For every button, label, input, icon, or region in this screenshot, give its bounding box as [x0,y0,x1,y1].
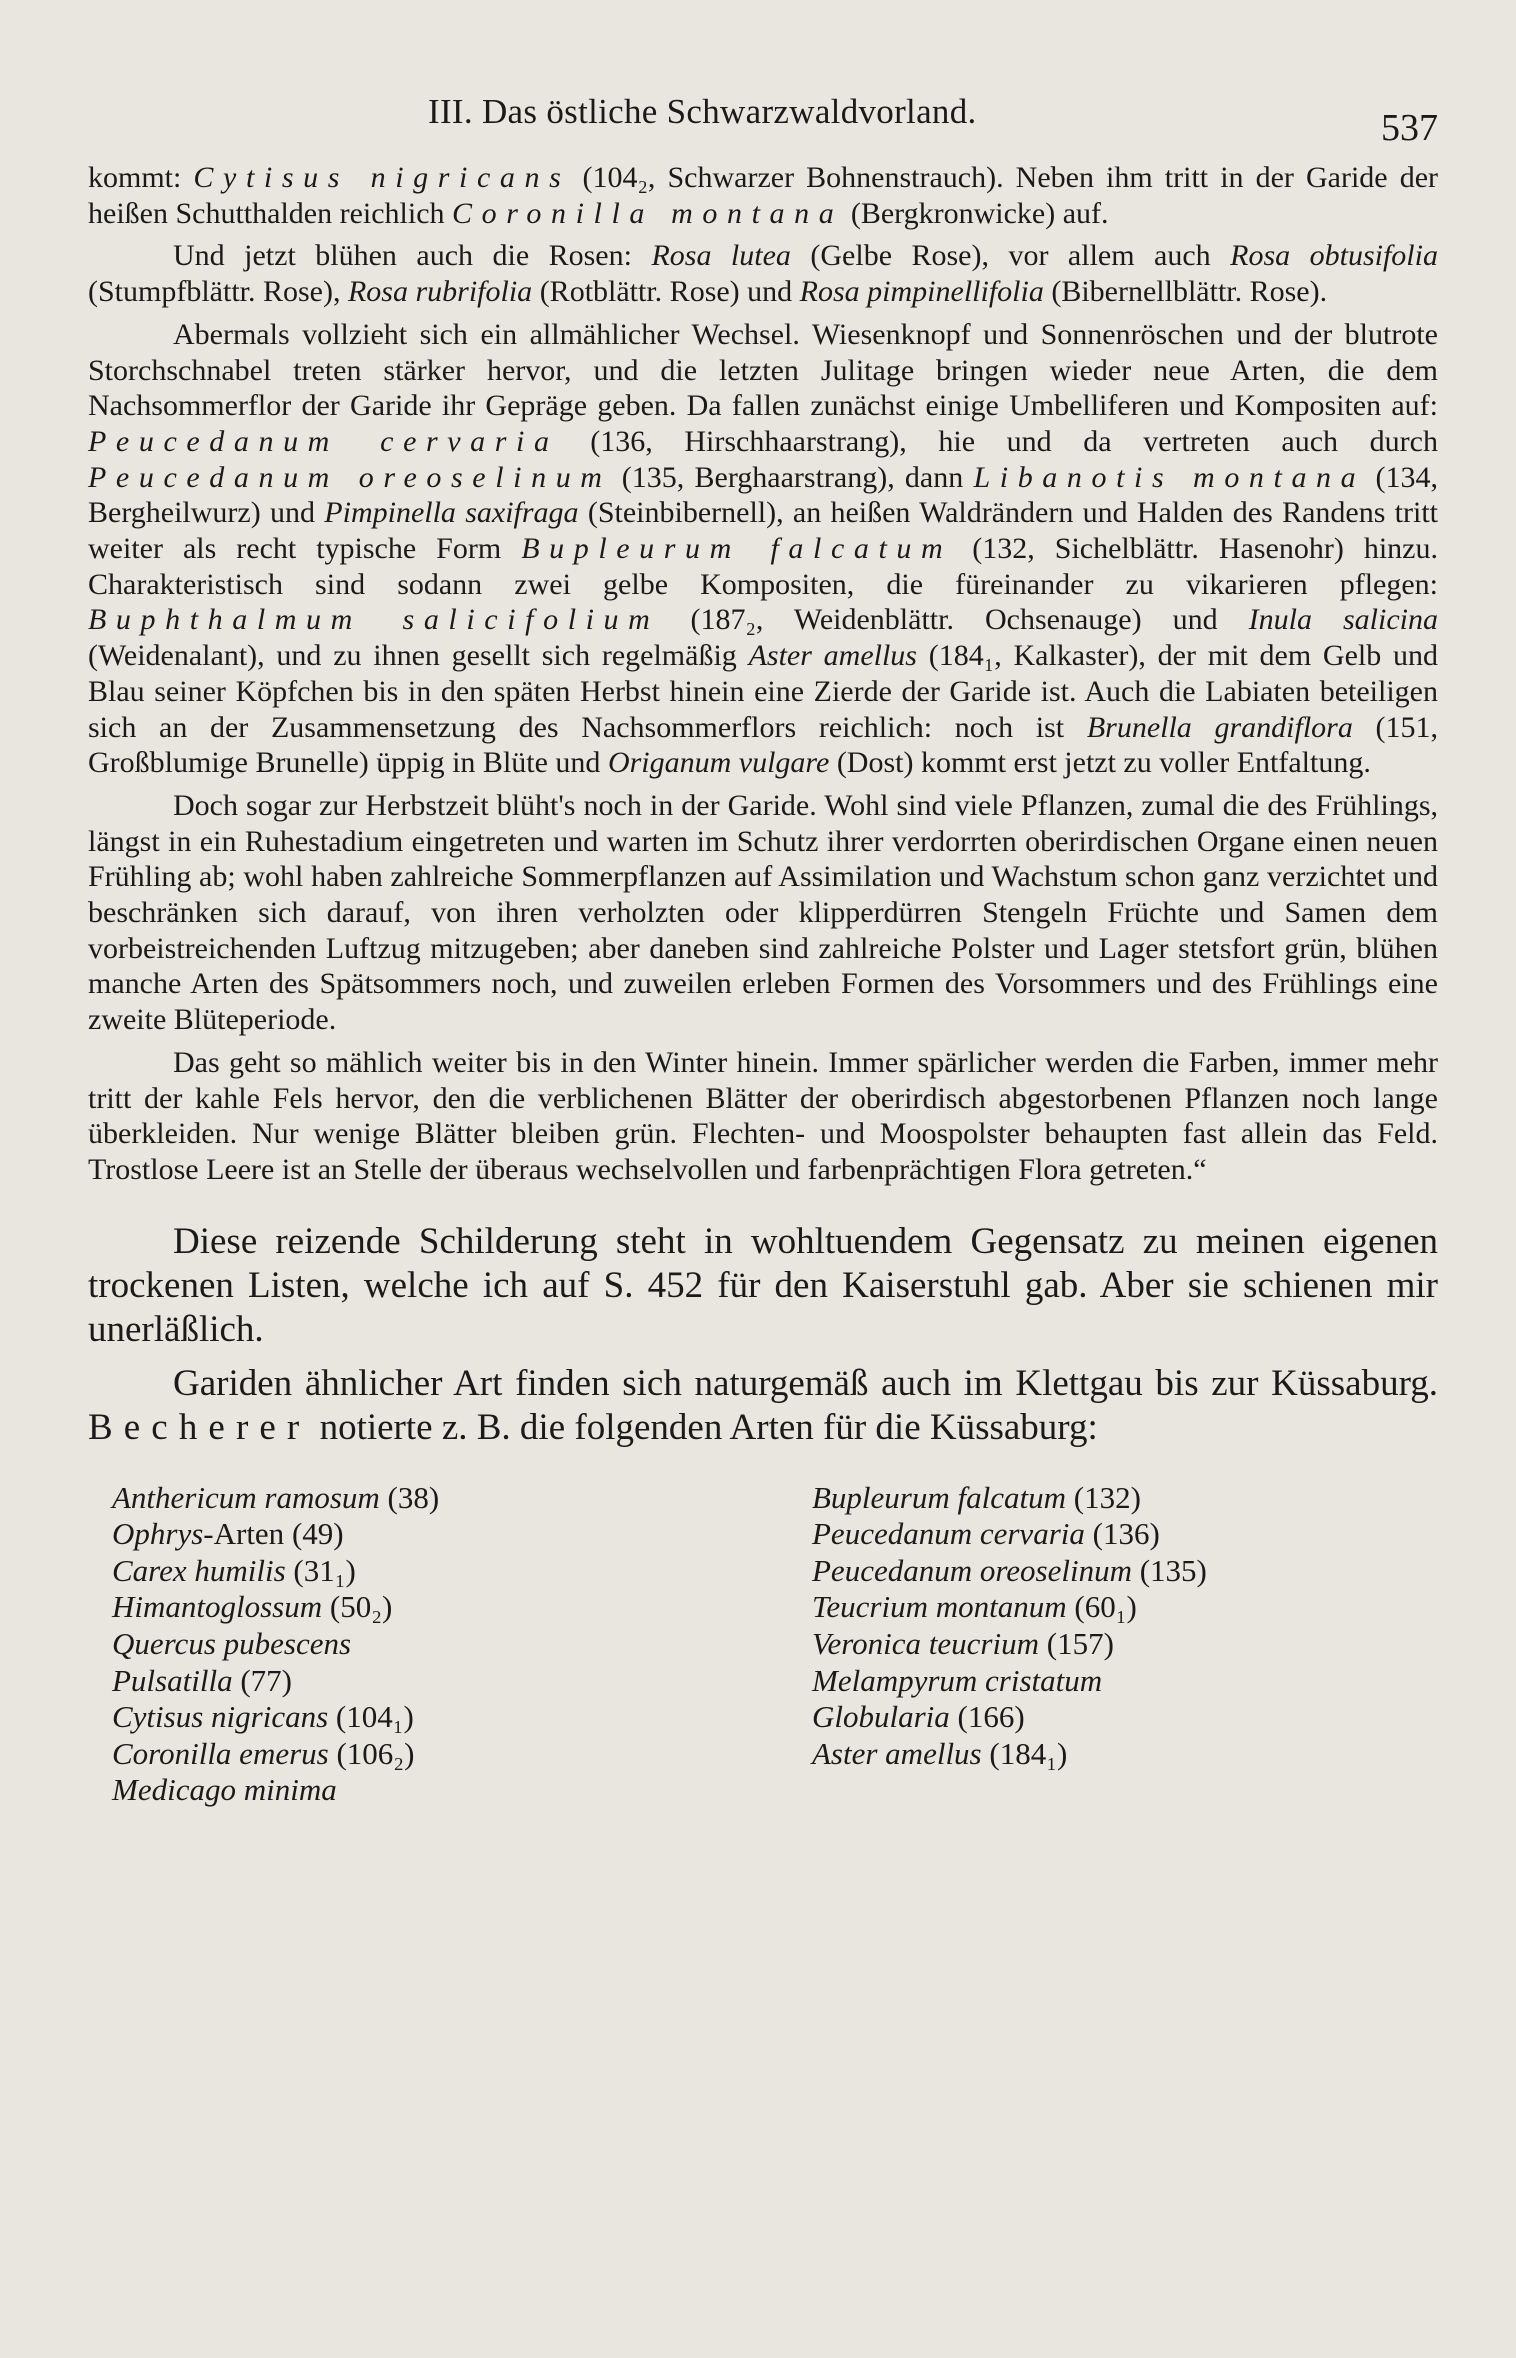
species-item: Carex humilis (31₁) [112,1552,356,1588]
main-text [88,1220,1438,1450]
species-item: Cytisus nigricans (104₁) [112,1699,414,1735]
species-column-left [112,1480,812,1809]
species-item: Anthericum ramosum (38) [112,1479,440,1515]
quoted-paragraph-4: Doch sogar zur Herbstzeit blüht's noch in der Garide. Wohl sind viele Pflanzen, zumal die des Frühlings, längst in ein Ruhestadium eingetreten und warten im Schutz ihrer verdorrten oberirdischen Organe einen neuen Frühling ab; wohl haben zahlreiche Sommerpflanzen auf Assimilation und Wachstum schon ganz verzichtet und beschränken sich darauf, von ihren verholzten oder klipperdürren Stengeln Früchte und Samen dem vorbeistreichenden Luftzug mitzugeben; aber daneben sind zahlreiche Polster und Lager stetsfort grün, blühen manche Arten des Spätsommers noch, und zuweilen erleben Formen des Vorsommers und des Frühlings eine zweite Blüteperiode. [88,788,1438,1037]
species-item: Globularia (166) [812,1699,1025,1735]
quoted-paragraph-5: Das geht so mählich weiter bis in den Winter hinein. Immer spärlicher werden die Farben, immer mehr tritt der kahle Fels hervor, den die verblichenen Blätter der oberirdisch abgestorbenen Pflanzen noch lange überkleiden. Nur wenige Blätter bleiben grün. Flechten- und Moospolster behaupten fast allein das Feld. Trostlose Leere ist an Stelle der überaus wechselvollen und farbenprächtigen Flora getreten.“ [88,1045,1438,1186]
species-item: Ophrys-Arten (49) [112,1516,344,1552]
quoted-passage [88,160,1438,1188]
quoted-paragraph-1: kommt: Cytisus nigricans (104₂, Schwarzer Bohnenstrauch). Neben ihm tritt in der Garide der heißen Schutthalden reichlich Coronilla montana (Bergkronwicke) auf. [88,161,1438,230]
species-item: Veronica teucrium (157) [812,1626,1114,1662]
species-item: Aster amellus (184₁) [812,1735,1068,1771]
species-item: Himantoglossum (50₂) [112,1589,393,1625]
body-paragraph-2: Gariden ähnlicher Art finden sich naturgemäß auch im Klettgau bis zur Küssaburg. Becherer notierte z. B. die folgenden Arten für die Küssaburg: [88,1362,1438,1448]
species-item: Peucedanum cervaria (136) [812,1516,1160,1552]
species-item: Coronilla emerus (106₂) [112,1735,415,1771]
species-column-right [812,1480,1207,1809]
species-item: Quercus pubescens [112,1626,352,1662]
quoted-paragraph-3: Abermals vollzieht sich ein allmählicher Wechsel. Wiesenknopf und Sonnenröschen und der blutrote Storchschnabel treten stärker hervor, und die letzten Julitage bringen wieder neue Arten, die dem Nachsommerflor der Garide ihr Gepräge geben. Da fallen zunächst einige Umbelliferen und Kompositen auf: Peucedanum cervaria (136, Hirschhaarstrang), hie und da vertreten auch durch Peucedanum oreoselinum (135, Berghaarstrang), dann Libanotis montana (134, Bergheilwurz) und Pimpinella saxifraga (Steinbibernell), an heißen Waldrändern und Halden des Randens tritt weiter als recht typische Form Bupleurum falcatum (132, Sichelblättr. Hasenohr) hinzu. Charakteristisch sind sodann zwei gelbe Kompositen, die füreinander zu vikarieren pflegen: Buphthalmum salicifolium (187₂, Weidenblättr. Ochsenauge) und Inula salicina (Weidenalant), und zu ihnen gesellt sich regelmäßig Aster amellus (184₁, Kalkaster), der mit dem Gelb und Blau seiner Köpfchen bis in den späten Herbst hinein eine Zierde der Garide ist. Auch die Labiaten beteiligen sich an der Zusammensetzung des Nachsommerflors reichlich: noch ist Brunella grandiflora (151, Großblumige Brunelle) üppig in Blüte und Origanum vulgare (Dost) kommt erst jetzt zu voller Entfaltung. [88,317,1438,780]
species-item: Melampyrum cristatum [812,1662,1103,1698]
quoted-paragraph-2: Und jetzt blühen auch die Rosen: Rosa lutea (Gelbe Rose), vor allem auch Rosa obtusifolia (Stumpfblättr. Rose), Rosa rubrifolia (Rotblättr. Rose) und Rosa pimpinellifolia (Bibernellblättr. Rose). [88,239,1438,309]
body-paragraph-1: Diese reizende Schilderung steht in wohltuendem Gegensatz zu meinen eigenen trockenen Listen, welche ich auf S. 452 für den Kaiserstuhl gab. Aber sie schienen mir unerläßlich. [88,1220,1438,1350]
running-header [88,70,1438,160]
species-item: Peucedanum oreoselinum (135) [812,1552,1207,1588]
species-item: Teucrium montanum (60₁) [812,1589,1137,1625]
species-item: Bupleurum falcatum (132) [812,1479,1141,1515]
species-list [88,1480,1438,1809]
running-title: III. Das östliche Schwarzwaldvorland. [428,92,977,131]
page-number: 537 [1381,107,1438,149]
species-item: Medicago minima [112,1772,337,1808]
species-item: Pulsatilla (77) [112,1662,292,1698]
